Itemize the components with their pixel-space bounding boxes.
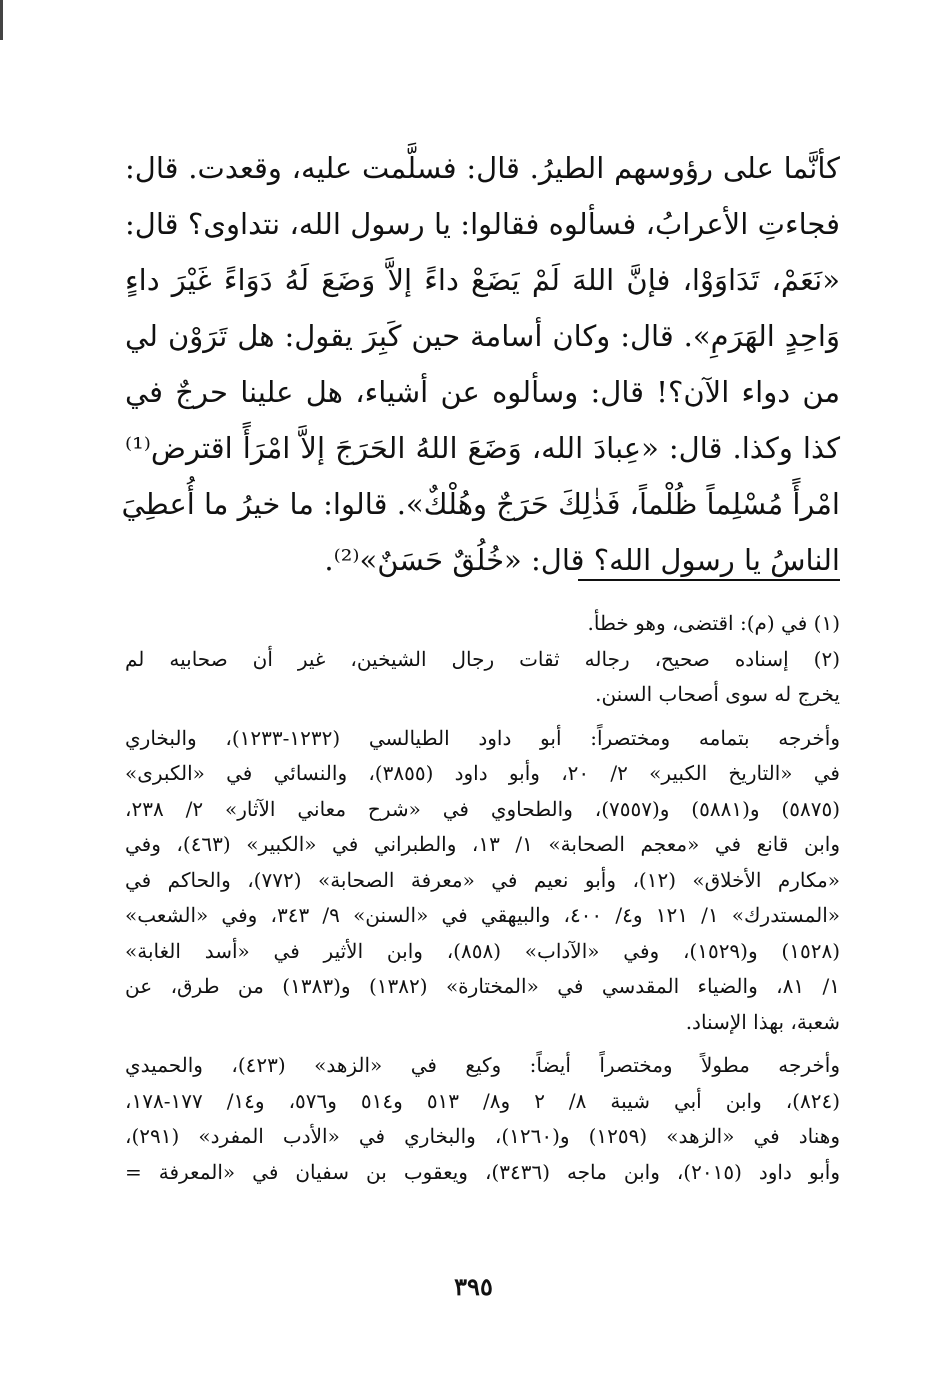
footnote-para1-line: (٥٨٧٥) و(٥٨٨١) و(٧٥٥٧)، والطحاوي في «شرح معاني الآثار» ٢/ ٢٣٨،	[125, 796, 840, 821]
footnote-2-line: (٢) إسناده صحيح، رجاله ثقات رجال الشيخين، غير أن صحابيه لم	[125, 646, 840, 671]
main-text-line: الناسُ يا رسول الله؟ قال: «خُلُقٌ حَسَنٌ»⁽²⁾.	[324, 543, 840, 577]
main-text-line: وَاحِدٍ الهَرَمِ». قال: وكان أسامة حين كَبِرَ يقول: هل تَرَوْن لي	[125, 319, 840, 353]
footnote-para2-line: (٨٢٤)، وابن أبي شيبة ٨/ ٢ و٨/ ٥١٣ و٥١٤ و٥٧٦، و١٤/ ١٧٧-١٧٨،	[125, 1088, 841, 1113]
footnote-para1-line: وأخرجه بتمامه ومختصراً: أبو داود الطيالسي (١٢٣٢-١٢٣٣)، والبخاري	[125, 725, 840, 750]
footnote-separator	[578, 579, 840, 581]
footnote-para1-line: ١/ ٨١، والضياء المقدسي في «المختارة» (١٣٨٢) و(١٣٨٣) من طرق، عن	[125, 974, 841, 998]
footnote-2-line: يخرج له سوى أصحاب السنن.	[595, 682, 840, 706]
page-number: ٣٩٥	[454, 1272, 493, 1301]
footnote-para1-line: (١٥٢٨) و(١٥٢٩)، وفي «الآداب» (٨٥٨)، وابن الأثير في «أسد الغابة»	[125, 938, 840, 963]
main-text-block	[121, 140, 840, 588]
paragraph-gap	[125, 1040, 840, 1048]
scan-edge-mark	[0, 0, 3, 40]
footnote-para1-line: شعبة، بهذا الإسناد.	[685, 1009, 840, 1034]
footnote-1: (١) في (م): اقتضى، وهو خطأ.	[587, 611, 840, 635]
main-text-line: امْرأً مُسْلِماً ظُلْماً، فَذٰلِكَ حَرَجٌ وهُلْكٌ». قالوا: ما خيرُ ما أُعطِيَ	[121, 487, 840, 521]
footnotes-block	[125, 606, 840, 1190]
main-text-line: «نَعَمْ، تَدَاوَوْا، فإنَّ اللهَ لَمْ يَضَعْ داءً إلاَّ وَضَعَ لَهُ دَوَاءً غَيْرَ داءٍ	[125, 263, 840, 297]
footnote-para1-line: «المستدرك» ١/ ١٢١ و٤/ ٤٠٠، والبيهقي في «السنن» ٩/ ٣٤٣، وفي «الشعب»	[125, 903, 841, 927]
footnote-para2-line: وهناد في «الزهد» (١٢٥٩) و(١٢٦٠)، والبخاري في «الأدب المفرد» (٢٩١)،	[125, 1124, 840, 1148]
footnote-para1-line: وابن قانع في «معجم الصحابة» ١/ ١٣، والطبراني في «الكبير» (٤٦٣)، وفي	[125, 832, 840, 856]
footnote-para2-line: وأخرجه مطولاً ومختصراً أيضاً: وكيع في «الزهد» (٤٢٣)، والحميدي	[125, 1053, 840, 1077]
main-text-line: كذا وكذا. قال: «عِبادَ الله، وَضَعَ اللهُ الحَرَجَ إلاَّ امْرَأً اقترض⁽¹⁾	[125, 431, 840, 465]
main-text-line: من دواء الآن؟! قال: وسألوه عن أشياء، هل علينا حرجٌ في	[125, 375, 840, 409]
paragraph-gap	[125, 713, 840, 721]
main-text-line: فجاءتِ الأعرابُ، فسألوه فقالوا: يا رسول الله، نتداوى؟ قال:	[125, 207, 840, 241]
main-text-line: كأنَّما على رؤوسهم الطيرُ. قال: فسلَّمت عليه، وقعدت. قال:	[125, 151, 840, 185]
footnote-para1-line: «مكارم الأخلاق» (١٢)، وأبو نعيم في «معرفة الصحابة» (٧٧٢)، والحاكم في	[125, 867, 840, 892]
footnote-para1-line: في «التاريخ الكبير» ٢/ ٢٠، وأبو داود (٣٨٥٥)، والنسائي في «الكبرى»	[125, 761, 840, 785]
footnote-para2-line: وأبو داود (٢٠١٥)، وابن ماجه (٣٤٣٦)، ويعقوب بن سفيان في «المعرفة =	[125, 1159, 840, 1184]
